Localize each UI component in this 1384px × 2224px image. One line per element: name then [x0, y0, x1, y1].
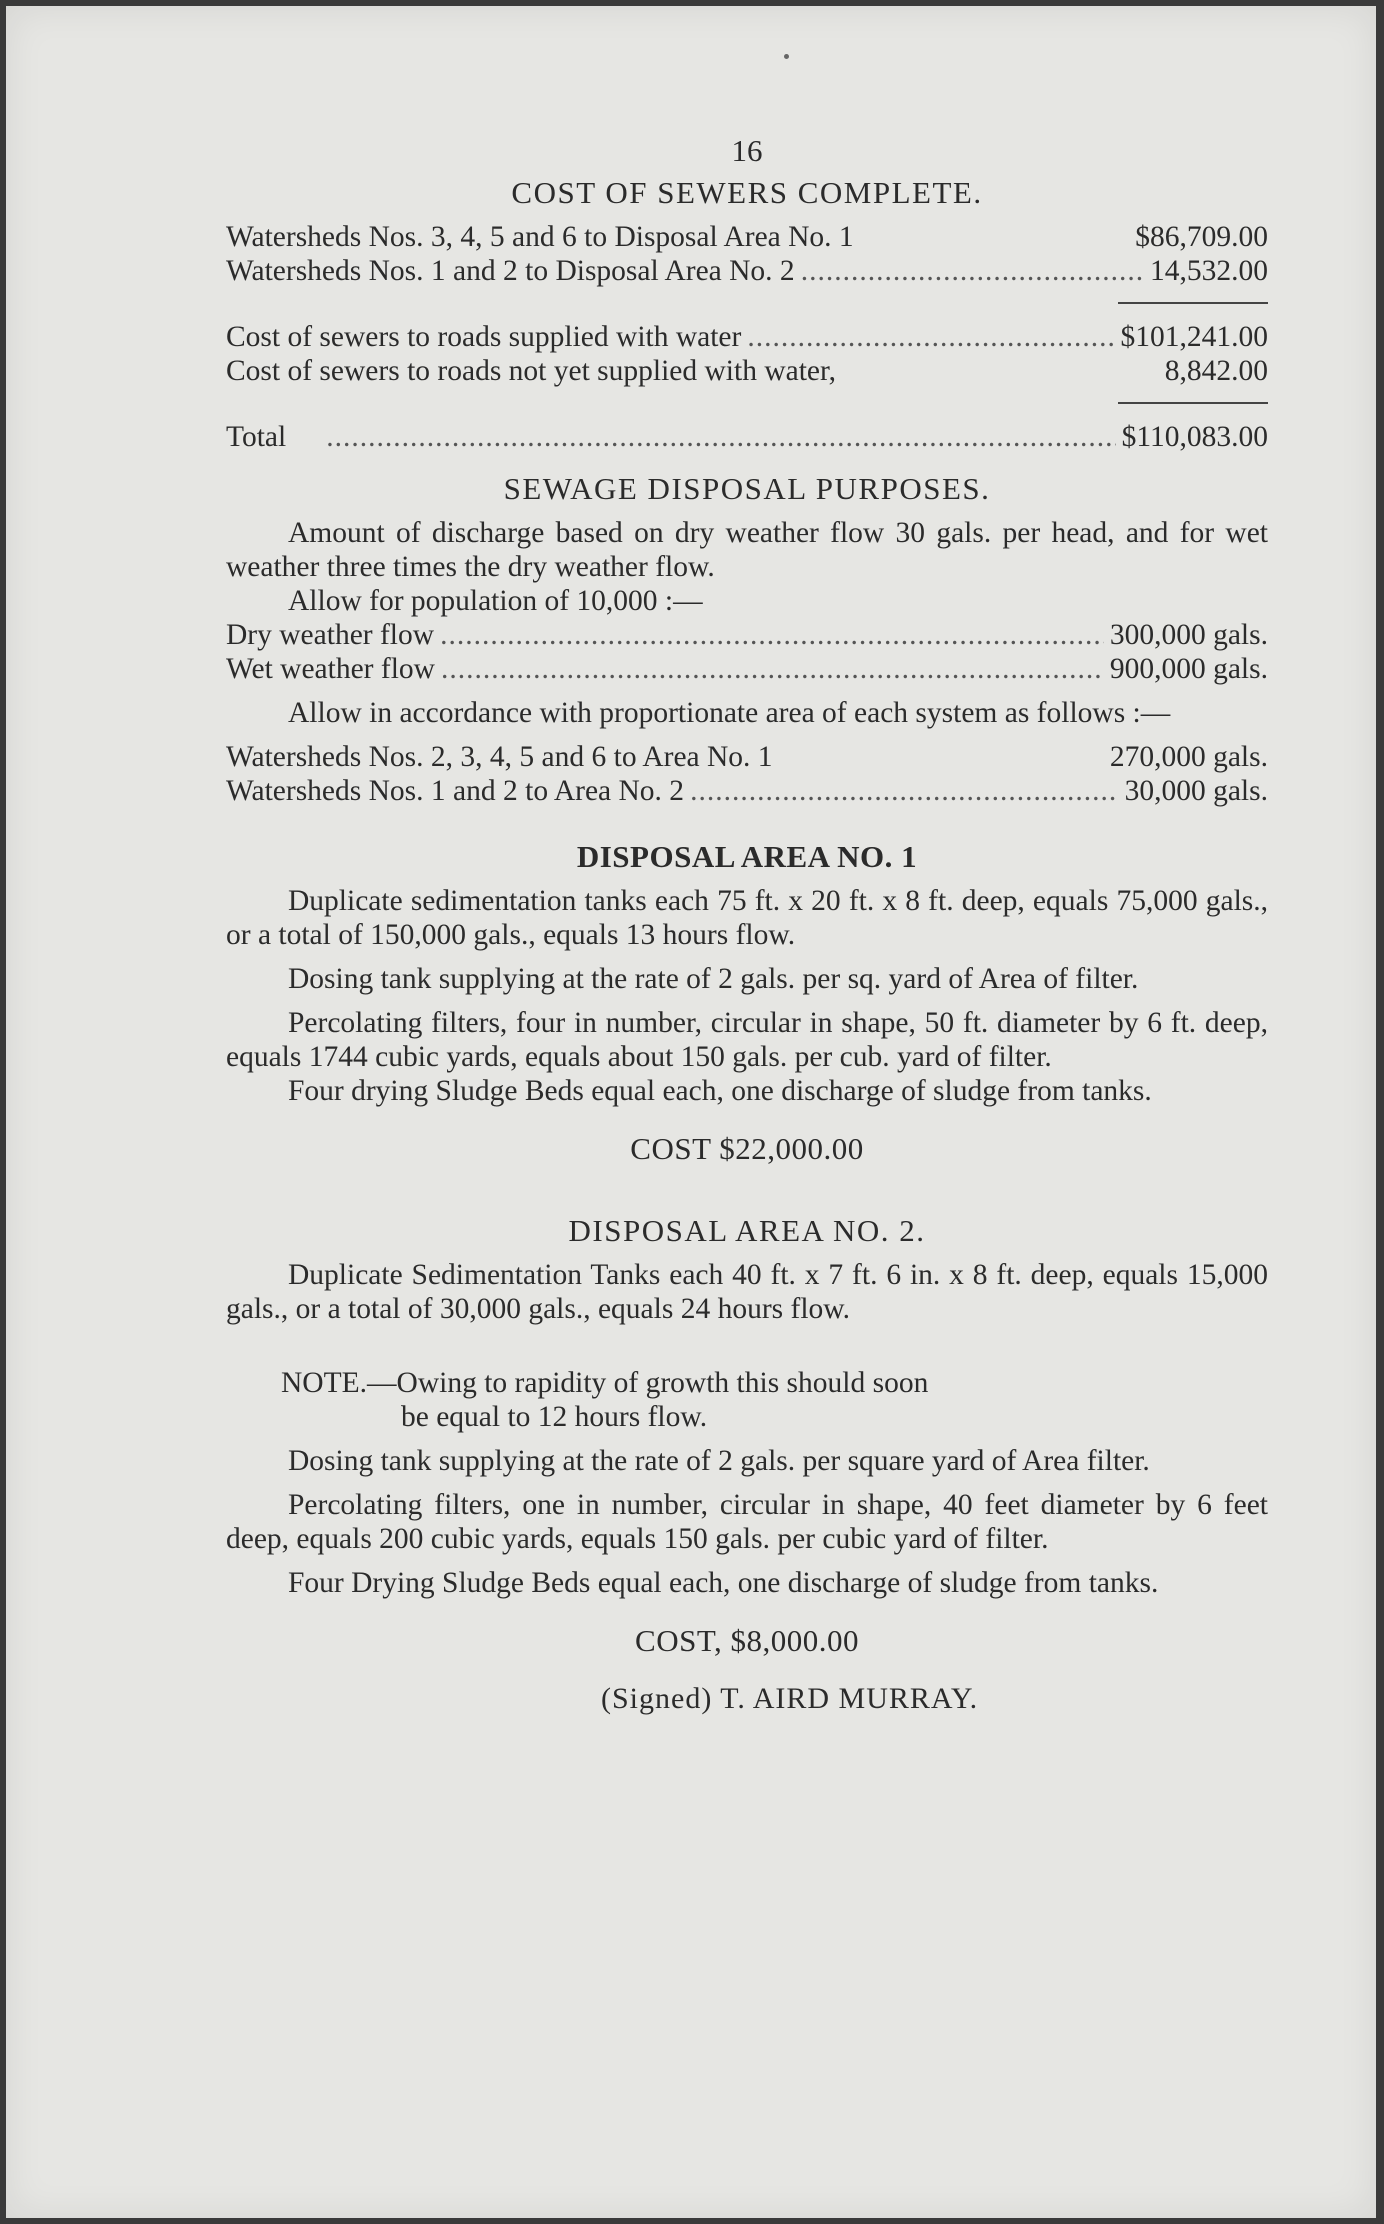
leader-dots: [801, 254, 1144, 288]
cost-line-label: Watersheds Nos. 1 and 2 to Disposal Area No. 2: [226, 255, 795, 287]
paragraph: Duplicate sedimentation tanks each 75 ft. x 20 ft. x 8 ft. deep, equals 75,000 gals., or a total of 150,000 gals., equals 13 hours flow.: [226, 885, 1268, 951]
paragraph: Dosing tank supplying at the rate of 2 gals. per square yard of Area filter.: [288, 1445, 1150, 1477]
paragraph: Percolating filters, one in number, circular in shape, 40 feet diameter by 6 feet deep, equals 200 cubic yards, equals 150 gals. per cubic yard of filter.: [226, 1489, 1268, 1555]
cost-line-amount: 8,842.00: [1164, 355, 1268, 387]
cost-line-label: Cost of sewers to roads not yet supplied with water,: [226, 355, 837, 387]
allocation-line: [226, 740, 1268, 774]
paragraph: Four drying Sludge Beds equal each, one discharge of sludge from tanks.: [288, 1075, 1152, 1107]
print-speck: [784, 54, 789, 59]
cost-line-label: Cost of sewers to roads supplied with water: [226, 321, 742, 353]
cost-line: [226, 254, 1268, 288]
note-line: be equal to 12 hours flow.: [401, 1401, 708, 1433]
flow-line: [226, 618, 1268, 652]
flow-label: Wet weather flow: [226, 653, 435, 685]
paragraph: Allow in accordance with proportionate area of each system as follows :—: [288, 697, 1171, 729]
section-heading-cost-of-sewers: COST OF SEWERS COMPLETE.: [511, 175, 983, 210]
subtotal-rule: [1118, 302, 1268, 304]
note-line: NOTE.—Owing to rapidity of growth this should soon: [281, 1367, 929, 1399]
leader-dots: [690, 774, 1119, 808]
cost-line-amount: 14,532.00: [1150, 255, 1268, 287]
page-content: [226, 134, 1268, 1716]
total-line: [226, 420, 1268, 454]
flow-label: Dry weather flow: [226, 619, 435, 651]
allocation-line: [226, 774, 1268, 808]
paragraph: Amount of discharge based on dry weather flow 30 gals. per head, and for wet weather three times the dry weather flow.: [226, 517, 1268, 583]
cost-line-amount: $101,241.00: [1120, 321, 1268, 353]
total-rule: [1118, 402, 1268, 404]
note: [226, 1366, 1268, 1434]
paragraph: Percolating filters, four in number, circular in shape, 50 ft. diameter by 6 ft. deep, equals 1744 cubic yards, equals about 150 gals. per cub. yard of filter.: [226, 1007, 1268, 1073]
allocation-label: Watersheds Nos. 1 and 2 to Area No. 2: [226, 775, 685, 807]
leader-dots: [326, 420, 1115, 454]
section-heading-sewage-disposal: SEWAGE DISPOSAL PURPOSES.: [503, 471, 991, 506]
flow-amount: 300,000 gals.: [1109, 619, 1268, 651]
allocation-amount: 30,000 gals.: [1124, 775, 1268, 807]
leader-dots: [441, 652, 1104, 686]
section-heading-disposal-area-1: DISPOSAL AREA NO. 1: [576, 839, 918, 874]
flow-line: [226, 652, 1268, 686]
paragraph: Allow for population of 10,000 :—: [288, 585, 703, 617]
flow-amount: 900,000 gals.: [1109, 653, 1268, 685]
leader-dots: [747, 320, 1114, 354]
cost-line: [226, 320, 1268, 354]
total-amount: $110,083.00: [1121, 421, 1268, 453]
cost-line-label: Watersheds Nos. 3, 4, 5 and 6 to Disposal Area No. 1: [226, 221, 854, 253]
cost-total-area-1: COST $22,000.00: [630, 1131, 864, 1166]
section-heading-disposal-area-2: DISPOSAL AREA NO. 2.: [568, 1213, 926, 1248]
cost-line: [226, 354, 1268, 388]
cost-line: [226, 220, 1268, 254]
cost-total-area-2: COST, $8,000.00: [635, 1623, 859, 1658]
paragraph: Four Drying Sludge Beds equal each, one discharge of sludge from tanks.: [288, 1567, 1159, 1599]
allocation-label: Watersheds Nos. 2, 3, 4, 5 and 6 to Area No. 1: [226, 741, 773, 773]
total-label: Total: [226, 421, 287, 453]
allocation-amount: 270,000 gals.: [1109, 741, 1268, 773]
paragraph: Dosing tank supplying at the rate of 2 gals. per sq. yard of Area of filter.: [288, 963, 1139, 995]
paragraph: Duplicate Sedimentation Tanks each 40 ft. x 7 ft. 6 in. x 8 ft. deep, equals 15,000 gals., or a total of 30,000 gals., equals 24 hours flow.: [226, 1259, 1268, 1325]
signature: (Signed) T. AIRD MURRAY.: [601, 1682, 979, 1715]
leader-dots: [440, 618, 1104, 652]
cost-line-amount: $86,709.00: [1135, 221, 1268, 253]
page-number: 16: [731, 133, 763, 168]
document-page: [6, 6, 1376, 2218]
